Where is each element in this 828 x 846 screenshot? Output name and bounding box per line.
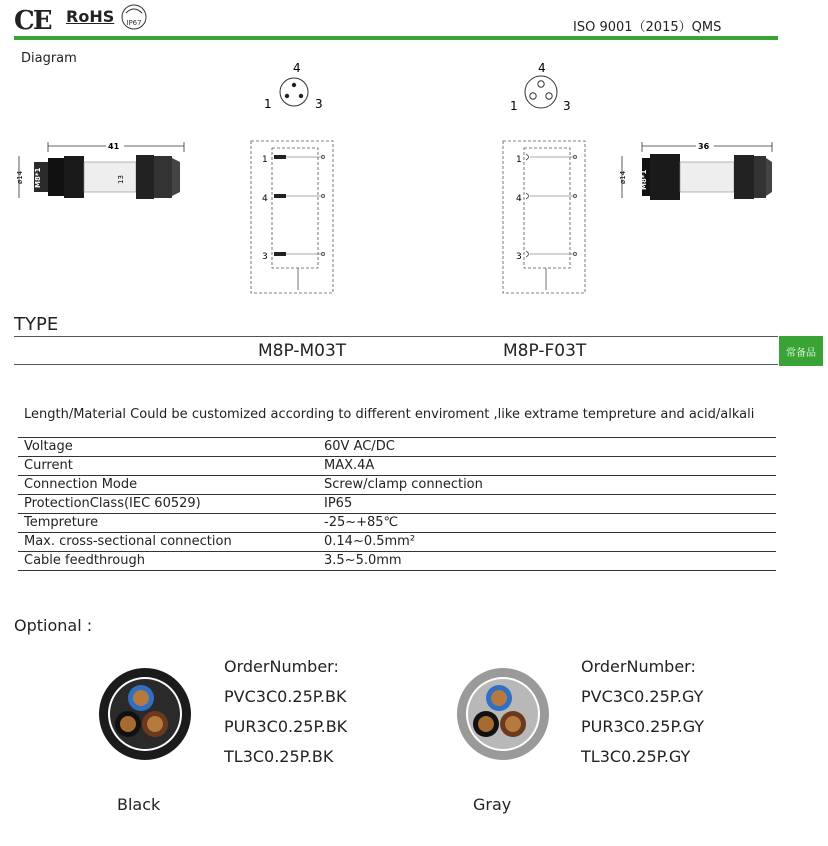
female-thread-dim: M8*1 — [640, 169, 648, 190]
ip67-seal-icon — [118, 3, 150, 31]
female-pin-left: 1 — [510, 99, 518, 113]
order-number: PUR3C0.25P.BK — [224, 717, 348, 736]
type-rule-bottom — [14, 364, 778, 365]
spec-key: Connection Mode — [18, 476, 318, 495]
diagram-label: Diagram — [21, 51, 77, 66]
rohs-mark: RoHS — [66, 7, 115, 26]
female-wire-label-1: 1 — [516, 155, 522, 165]
female-length-dim: 36 — [698, 142, 710, 151]
female-pin-top: 4 — [538, 61, 546, 75]
black-cable-label: Black — [117, 795, 161, 814]
spec-value: 3.5~5.0mm — [318, 552, 776, 571]
spec-value: IP65 — [318, 495, 776, 514]
stock-badge: 常备品 — [779, 336, 823, 366]
female-dia-dim: ø14 — [619, 170, 627, 184]
male-wiring-diagram — [250, 140, 334, 294]
male-length-dim: 41 — [108, 142, 120, 151]
spec-value: Screw/clamp connection — [318, 476, 776, 495]
header-divider — [14, 36, 778, 40]
table-row — [18, 457, 776, 476]
order-number: PUR3C0.25P.GY — [581, 717, 705, 736]
table-row — [18, 533, 776, 552]
table-row — [18, 552, 776, 571]
ip-badge-text: IP67 — [126, 19, 142, 27]
female-pin-face-icon — [505, 58, 585, 118]
order-title: OrderNumber: — [224, 657, 339, 676]
order-number: TL3C0.25P.GY — [581, 747, 691, 766]
male-wire-label-4: 4 — [262, 194, 268, 204]
spec-key: ProtectionClass(IEC 60529) — [18, 495, 318, 514]
spec-key: Cable feedthrough — [18, 552, 318, 571]
spec-key: Max. cross-sectional connection — [18, 533, 318, 552]
iso-certification: ISO 9001（2015）QMS — [573, 20, 722, 35]
spec-value: -25~+85℃ — [318, 514, 776, 533]
type-title: TYPE — [14, 314, 59, 335]
male-wire-label-1: 1 — [262, 155, 268, 165]
type-model-female: M8P-F03T — [503, 341, 587, 361]
male-pin-face-icon — [258, 58, 338, 118]
type-model-male: M8P-M03T — [258, 341, 347, 361]
spec-key: Tempreture — [18, 514, 318, 533]
male-connector-drawing — [14, 140, 186, 202]
table-row — [18, 514, 776, 533]
customization-note: Length/Material Could be customized according to different enviroment ,like extrame tempreture and acid/alkali — [24, 407, 755, 422]
male-dia-dim: ø14 — [16, 170, 24, 184]
black-order-list — [224, 652, 347, 772]
spec-value: 60V AC/DC — [318, 438, 776, 457]
ce-mark: CE — [14, 6, 51, 36]
male-width-dim: 13 — [117, 175, 125, 184]
order-number: PVC3C0.25P.GY — [581, 687, 704, 706]
female-wire-label-3: 3 — [516, 252, 522, 262]
optional-title: Optional : — [14, 616, 93, 635]
table-row — [18, 438, 776, 457]
table-row — [18, 476, 776, 495]
black-cable-cross-section-icon — [97, 666, 193, 762]
male-pin-left: 1 — [264, 97, 272, 111]
table-row — [18, 495, 776, 514]
female-pin-right: 3 — [563, 99, 571, 113]
order-number: TL3C0.25P.BK — [224, 747, 334, 766]
order-title: OrderNumber: — [581, 657, 696, 676]
female-connector-drawing — [618, 140, 776, 202]
male-pin-right: 3 — [315, 97, 323, 111]
female-wire-label-4: 4 — [516, 194, 522, 204]
female-wiring-diagram — [502, 140, 586, 294]
spec-table — [18, 437, 776, 571]
male-thread-dim: M8*1 — [34, 167, 42, 188]
gray-order-list — [581, 652, 704, 772]
gray-cable-label: Gray — [473, 795, 512, 814]
spec-key: Voltage — [18, 438, 318, 457]
spec-value: MAX.4A — [318, 457, 776, 476]
type-rule-top — [14, 336, 778, 337]
order-number: PVC3C0.25P.BK — [224, 687, 347, 706]
spec-key: Current — [18, 457, 318, 476]
male-pin-top: 4 — [293, 61, 301, 75]
gray-cable-cross-section-icon — [455, 666, 551, 762]
spec-value: 0.14~0.5mm² — [318, 533, 776, 552]
male-wire-label-3: 3 — [262, 252, 268, 262]
